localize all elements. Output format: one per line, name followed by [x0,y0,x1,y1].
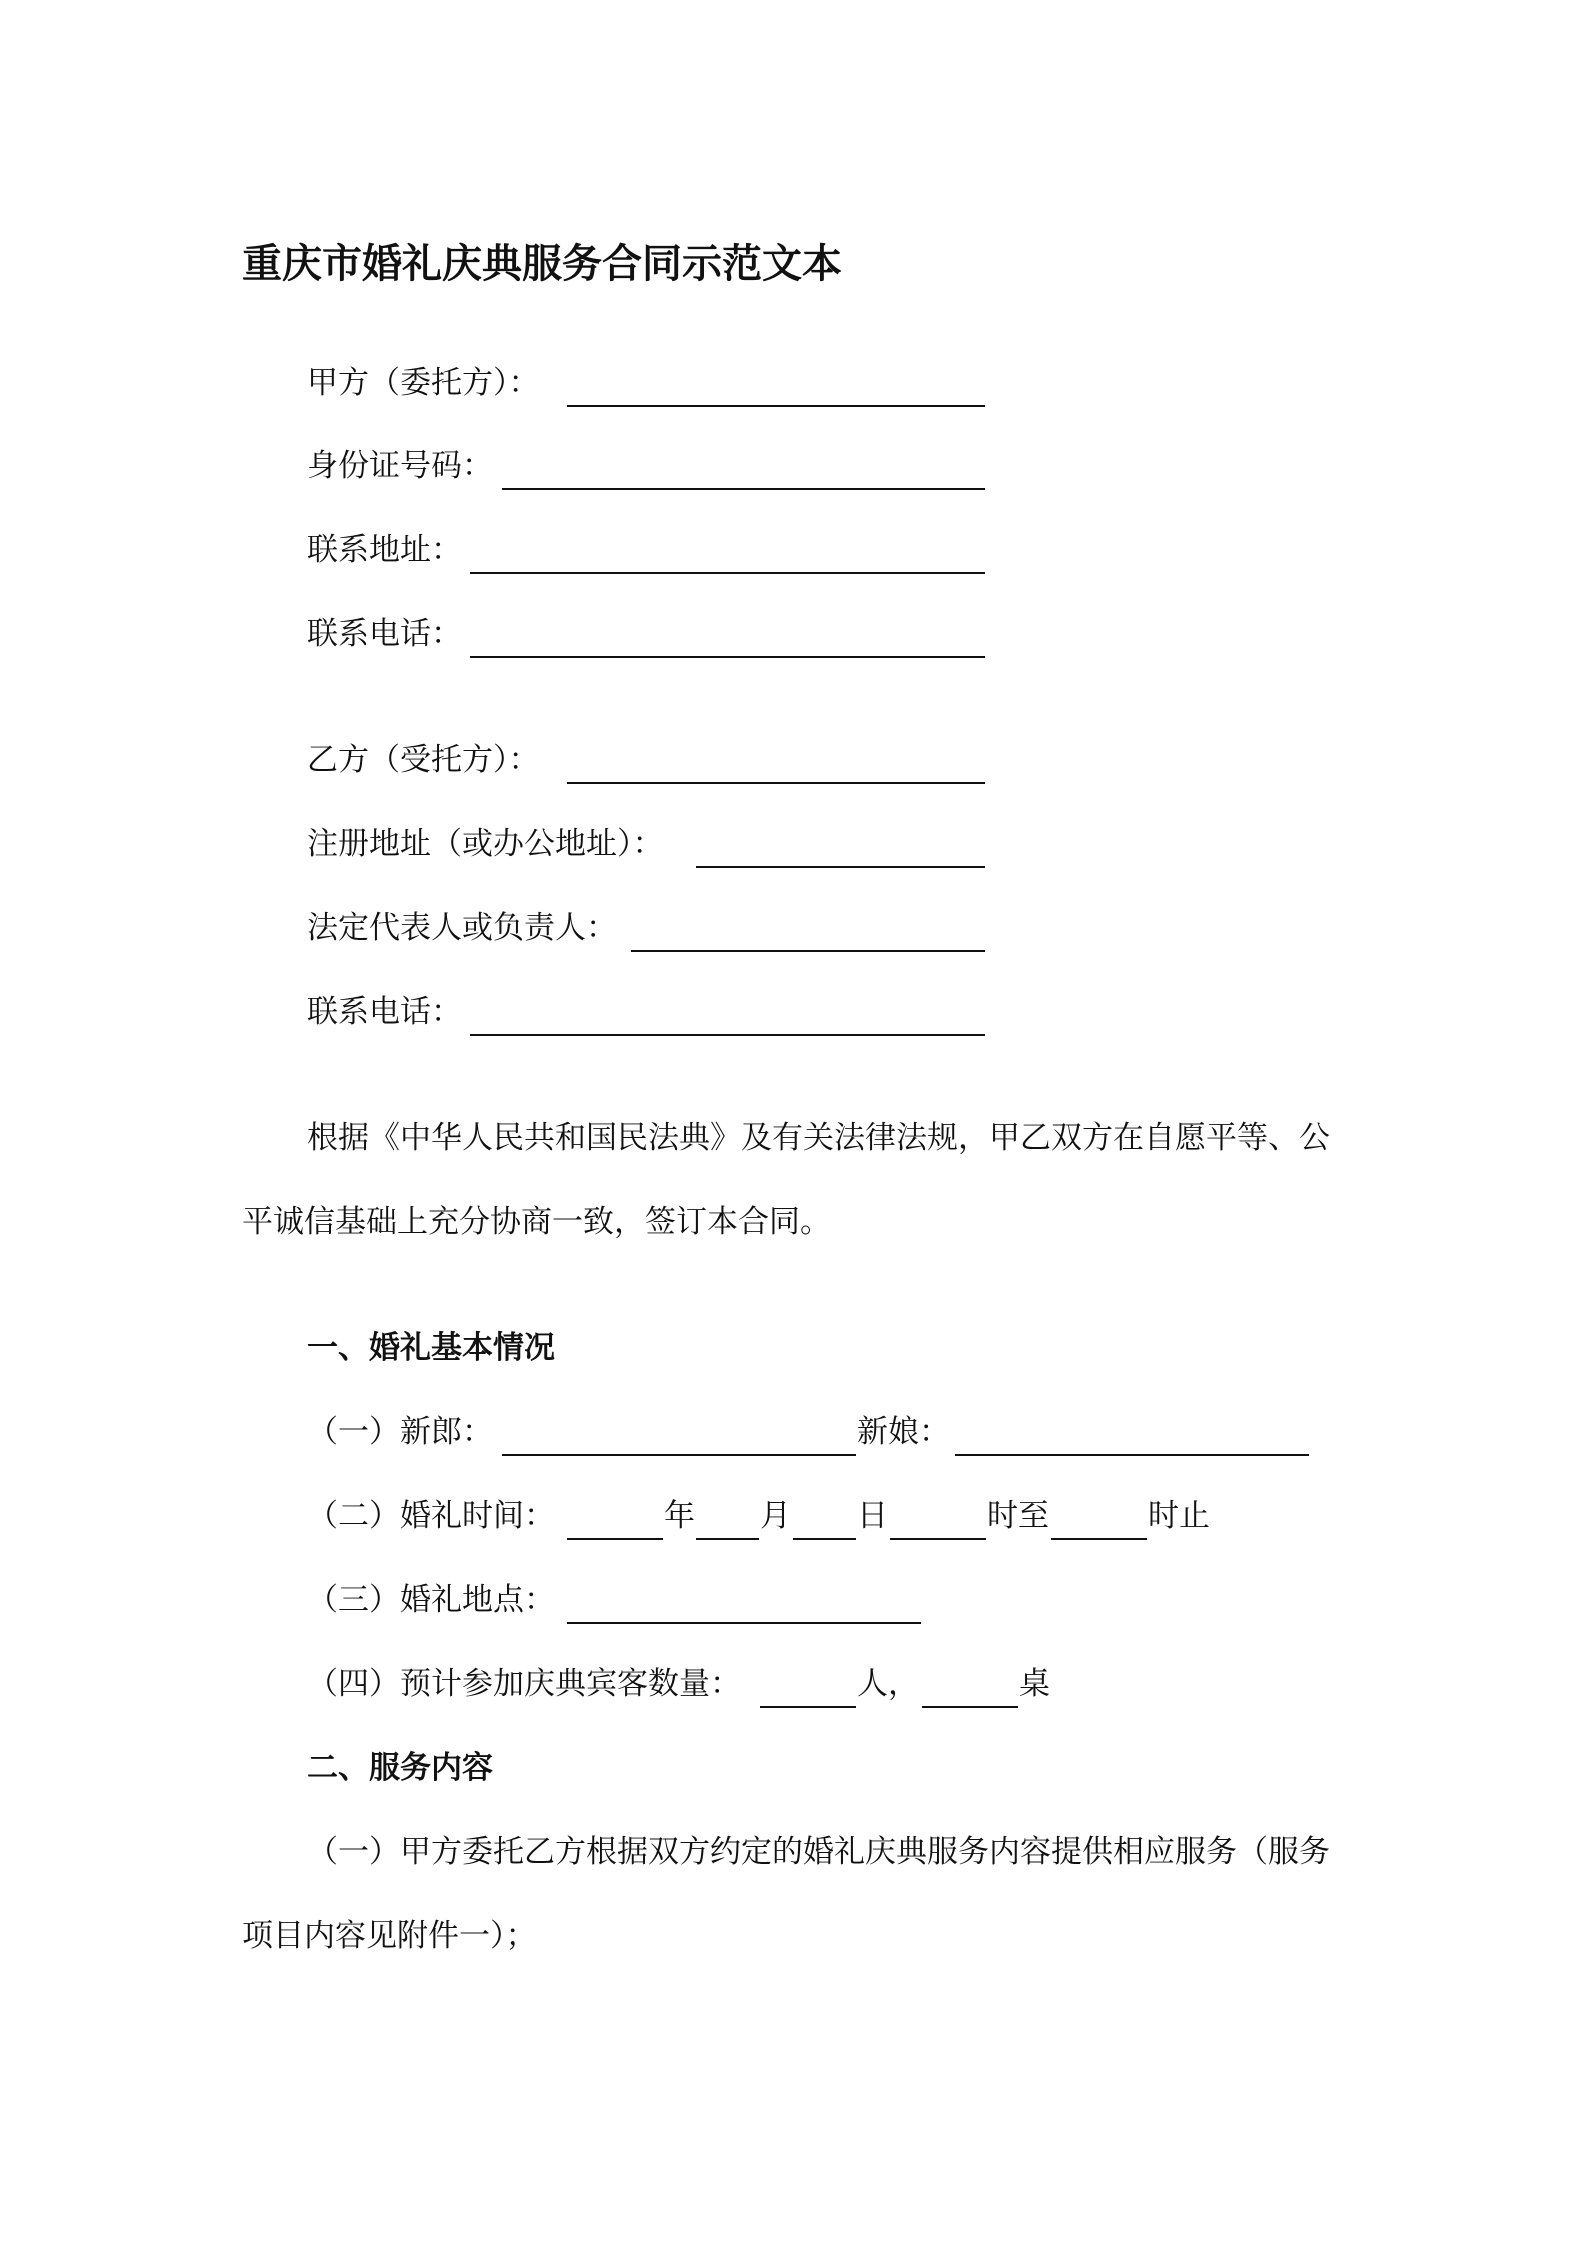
party-a-phone-blank[interactable] [470,656,985,658]
tables-unit: 桌 [1019,1666,1050,1702]
section-2-item-1-line-1: （一）甲方委托乙方根据双方约定的婚礼庆典服务内容提供相应服务（服务 [307,1834,1330,1870]
groom-label: （一）新郎： [307,1414,493,1450]
bride-blank[interactable] [955,1454,1309,1456]
day-unit: 日 [857,1498,888,1534]
hour-end-text: 时止 [1148,1498,1210,1534]
party-b-phone-label: 联系电话： [307,994,462,1030]
preamble-line-2: 平诚信基础上充分协商一致，签订本合同。 [242,1204,831,1240]
party-b-name-blank[interactable] [567,782,985,784]
party-b-rep-blank[interactable] [631,950,985,952]
party-a-phone-label: 联系电话： [307,616,462,652]
year-blank[interactable] [567,1538,663,1540]
party-b-rep-label: 法定代表人或负责人： [307,910,617,946]
section-1-heading: 一、婚礼基本情况 [307,1330,555,1366]
year-unit: 年 [664,1498,695,1534]
party-a-address-blank[interactable] [470,572,985,574]
preamble-line-1: 根据《中华人民共和国民法典》及有关法律法规，甲乙双方在自愿平等、公 [307,1120,1330,1156]
bride-label: 新娘： [857,1414,950,1450]
party-a-address-label: 联系地址： [307,532,462,568]
party-a-name-label: 甲方（委托方）： [307,365,540,401]
people-blank[interactable] [760,1706,856,1708]
wedding-venue-blank[interactable] [567,1622,921,1624]
party-b-phone-blank[interactable] [470,1034,985,1036]
month-blank[interactable] [696,1538,759,1540]
section-2-heading: 二、服务内容 [307,1750,493,1786]
hour-to-text: 时至 [987,1498,1049,1534]
day-blank[interactable] [793,1538,856,1540]
people-unit: 人， [857,1666,919,1702]
guest-count-label: （四）预计参加庆典宾客数量： [307,1666,741,1702]
section-2-item-1-line-2: 项目内容见附件一）； [242,1918,537,1954]
party-a-name-blank[interactable] [567,405,985,407]
month-unit: 月 [760,1498,791,1534]
wedding-time-label: （二）婚礼时间： [307,1498,555,1534]
party-b-address-label: 注册地址（或办公地址）： [307,826,664,862]
tables-blank[interactable] [922,1706,1018,1708]
groom-blank[interactable] [502,1454,856,1456]
document-title: 重庆市婚礼庆典服务合同示范文本 [242,241,842,287]
party-a-id-label: 身份证号码： [307,448,493,484]
end-hour-blank[interactable] [1051,1538,1147,1540]
party-a-id-blank[interactable] [502,488,985,490]
party-b-name-label: 乙方（受托方）： [307,742,540,778]
party-b-address-blank[interactable] [696,866,985,868]
wedding-venue-label: （三）婚礼地点： [307,1582,555,1618]
start-hour-blank[interactable] [890,1538,986,1540]
